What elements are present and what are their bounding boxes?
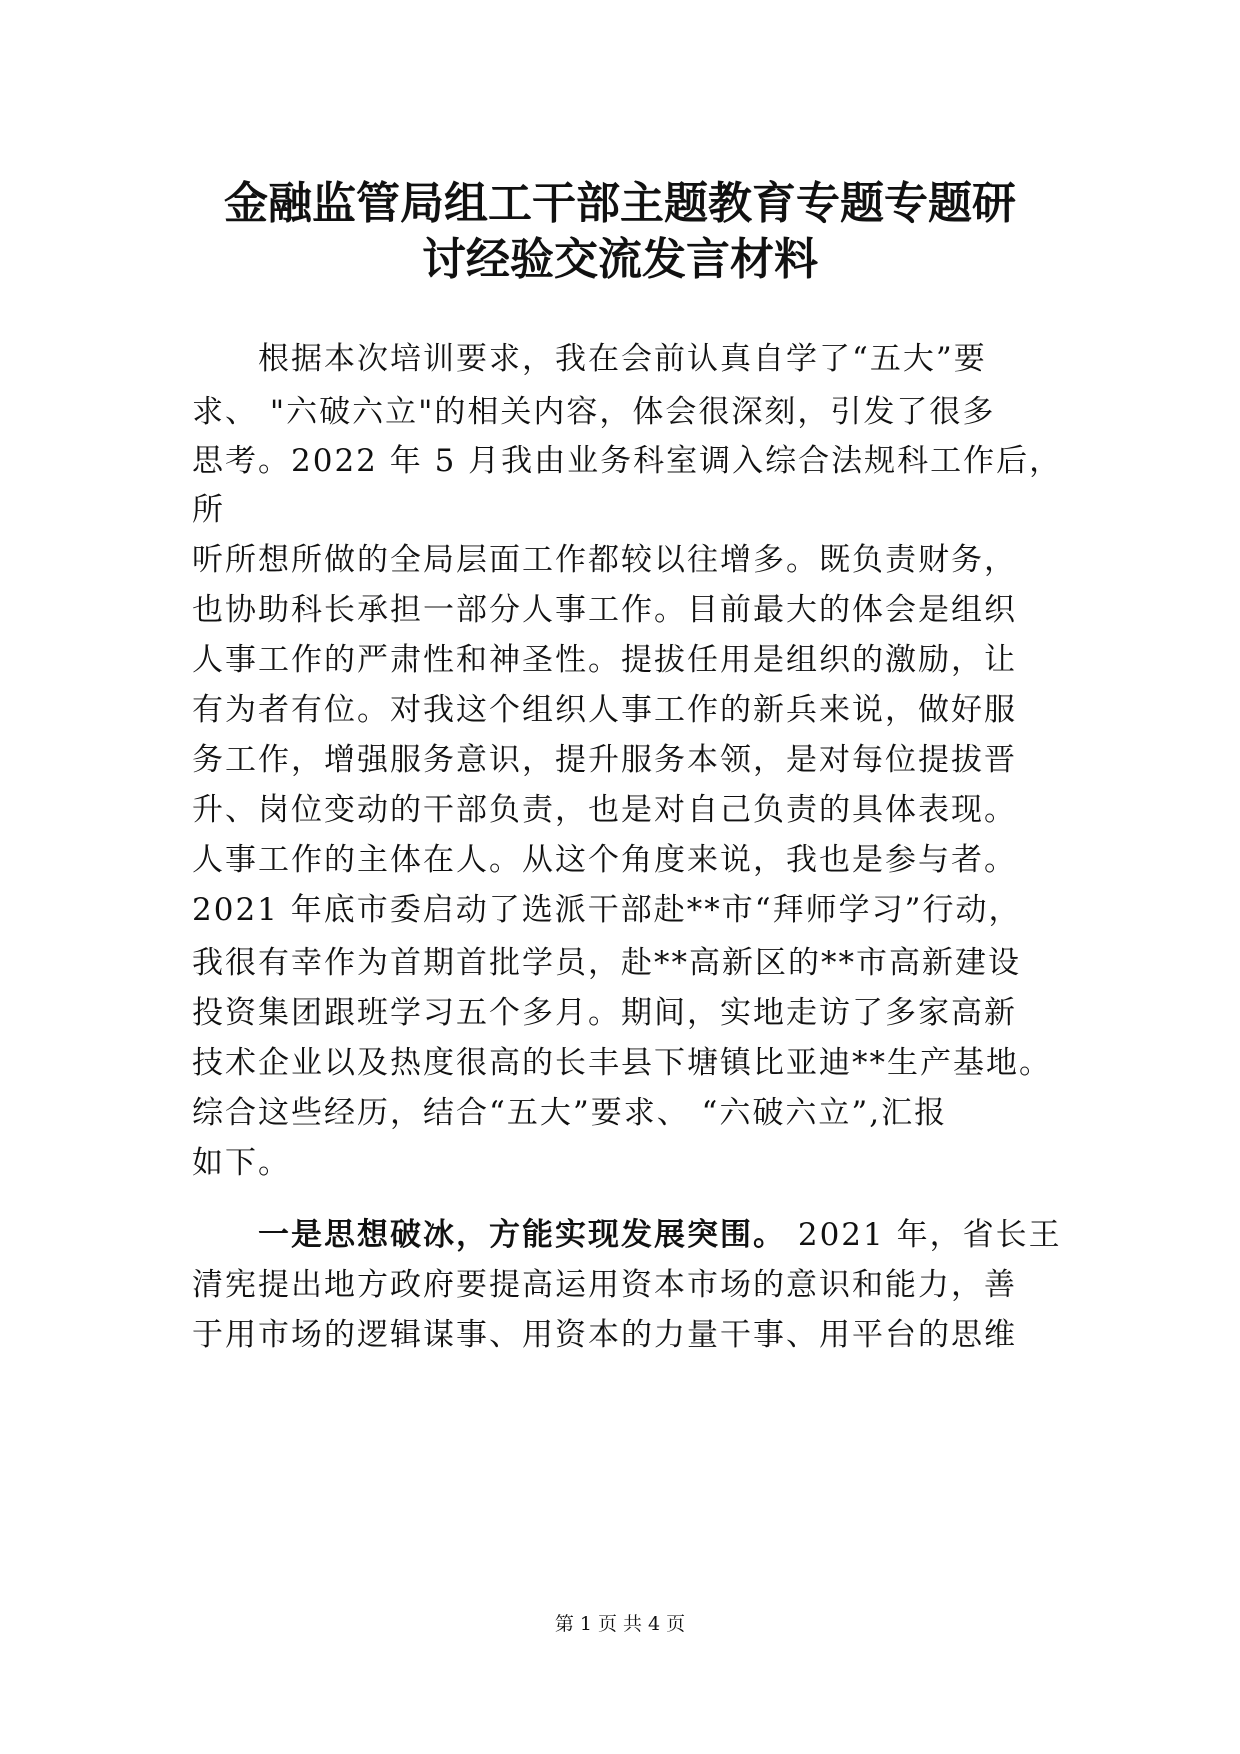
paragraph-1-line: 升、岗位变动的干部负责，也是对自己负责的具体表现。 bbox=[192, 792, 1017, 828]
paragraph-2-lead-text: 2021 年，省长王 bbox=[786, 1217, 1062, 1253]
paragraph-1-line: 所 bbox=[192, 492, 225, 528]
page-number-footer: 第 1 页 共 4 页 bbox=[554, 1613, 686, 1635]
paragraph-2-line: 清宪提出地方政府要提高运用资本市场的意识和能力，善 bbox=[192, 1267, 1017, 1303]
paragraph-1-line: 听所想所做的全局层面工作都较以往增多。既负责财务， bbox=[192, 542, 1017, 578]
paragraph-1-line: 务工作，增强服务意识，提升服务本领，是对每位提拔晋 bbox=[192, 742, 1017, 778]
paragraph-2-line: 于用市场的逻辑谋事、用资本的力量干事、用平台的思维 bbox=[192, 1317, 1017, 1353]
paragraph-1-line: 综合这些经历，结合“五大”要求、 “六破六立”,汇报 bbox=[192, 1095, 948, 1131]
paragraph-1-line: 如下。 bbox=[192, 1145, 291, 1181]
paragraph-1-line: 也协助科长承担一部分人事工作。目前最大的体会是组织 bbox=[192, 592, 1017, 628]
paragraph-1-line: 根据本次培训要求，我在会前认真自学了“五大”要 bbox=[258, 341, 987, 377]
paragraph-1-line: 我很有幸作为首期首批学员，赴**高新区的**市高新建设 bbox=[192, 945, 1021, 981]
paragraph-1-line: 有为者有位。对我这个组织人事工作的新兵来说，做好服 bbox=[192, 692, 1017, 728]
paragraph-1-line: 技术企业以及热度很高的长丰县下塘镇比亚迪**生产基地。 bbox=[192, 1045, 1052, 1081]
paragraph-1-line: 投资集团跟班学习五个多月。期间，实地走访了多家高新 bbox=[192, 995, 1017, 1031]
paragraph-1-line: 思考。2022 年 5 月我由业务科室调入综合法规科工作后， bbox=[192, 443, 1063, 479]
document-title-line-2: 讨经验交流发言材料 bbox=[422, 234, 818, 285]
paragraph-2-first-line bbox=[258, 1215, 1062, 1255]
paragraph-1-line: 2021 年底市委启动了选派干部赴**市“拜师学习”行动， bbox=[192, 892, 1022, 928]
paragraph-1-line: 求、 "六破六立"的相关内容，体会很深刻，引发了很多 bbox=[192, 394, 996, 430]
paragraph-1-line: 人事工作的主体在人。从这个角度来说，我也是参与者。 bbox=[192, 842, 1017, 878]
paragraph-2-heading: 一是思想破冰，方能实现发展突围。 bbox=[258, 1217, 786, 1253]
paragraph-1-line: 人事工作的严肃性和神圣性。提拔任用是组织的激励，让 bbox=[192, 642, 1017, 678]
document-title-line-1: 金融监管局组工干部主题教育专题专题研 bbox=[224, 178, 1016, 229]
